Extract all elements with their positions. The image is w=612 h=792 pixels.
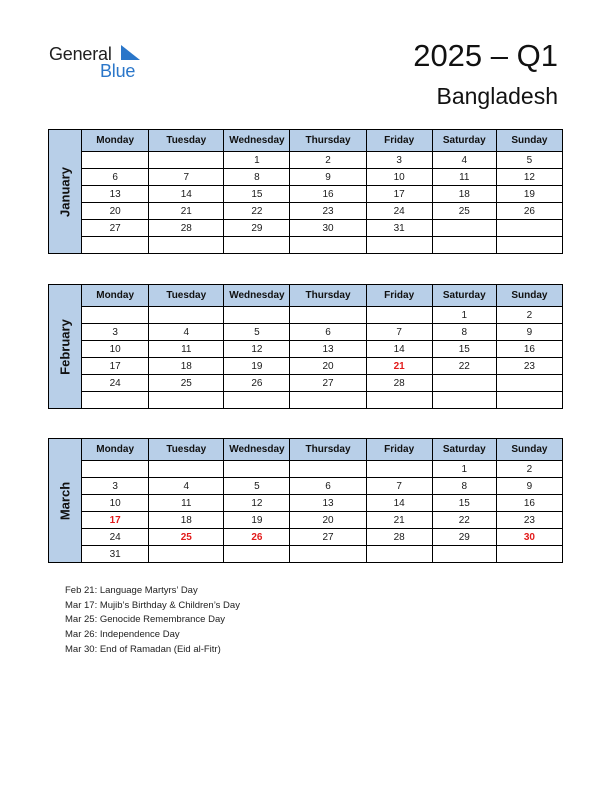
- day-cell: 14: [366, 341, 432, 358]
- day-cell: [290, 237, 366, 254]
- day-cell: 10: [82, 495, 149, 512]
- day-cell: [366, 461, 432, 478]
- day-cell: 11: [149, 341, 224, 358]
- day-cell: 21: [366, 512, 432, 529]
- week-row: [49, 220, 563, 237]
- day-cell: 16: [496, 341, 562, 358]
- day-cell: [82, 461, 149, 478]
- page-title: 2025 – Q1: [413, 38, 558, 73]
- day-cell: 11: [432, 169, 496, 186]
- weekday-header: Saturday: [432, 130, 496, 152]
- day-cell: 22: [432, 512, 496, 529]
- day-cell: [432, 375, 496, 392]
- day-cell: 28: [366, 529, 432, 546]
- holiday-item: Mar 17: Mujib’s Birthday & Children’s Day: [65, 599, 240, 611]
- day-cell: [290, 461, 366, 478]
- day-cell: [224, 546, 290, 563]
- day-cell: 4: [432, 152, 496, 169]
- day-cell: 29: [432, 529, 496, 546]
- day-cell: 25: [149, 529, 224, 546]
- day-cell: 24: [366, 203, 432, 220]
- week-row: [49, 324, 563, 341]
- day-cell: 3: [366, 152, 432, 169]
- day-cell: 16: [290, 186, 366, 203]
- day-cell: 24: [82, 375, 149, 392]
- weekday-header: Monday: [82, 285, 149, 307]
- weekday-header: Wednesday: [224, 439, 290, 461]
- week-row: [49, 307, 563, 324]
- week-row: [49, 237, 563, 254]
- day-cell: 16: [496, 495, 562, 512]
- day-cell: 18: [432, 186, 496, 203]
- day-cell: 25: [432, 203, 496, 220]
- day-cell: 30: [290, 220, 366, 237]
- day-cell: 8: [224, 169, 290, 186]
- day-cell: [149, 392, 224, 409]
- day-cell: [149, 237, 224, 254]
- month-name: March: [57, 481, 73, 520]
- day-cell: 25: [149, 375, 224, 392]
- holiday-list: [65, 584, 240, 657]
- day-cell: 26: [224, 375, 290, 392]
- weekday-header: Friday: [366, 130, 432, 152]
- day-cell: 31: [366, 220, 432, 237]
- day-cell: 11: [149, 495, 224, 512]
- day-cell: 10: [366, 169, 432, 186]
- day-cell: [149, 307, 224, 324]
- day-cell: [366, 307, 432, 324]
- day-cell: 3: [82, 324, 149, 341]
- day-cell: 18: [149, 358, 224, 375]
- day-cell: 14: [366, 495, 432, 512]
- day-cell: [82, 152, 149, 169]
- week-row: [49, 341, 563, 358]
- week-row: [49, 375, 563, 392]
- day-cell: 15: [432, 495, 496, 512]
- day-cell: 27: [82, 220, 149, 237]
- day-cell: [432, 546, 496, 563]
- day-cell: [432, 237, 496, 254]
- day-cell: 4: [149, 478, 224, 495]
- week-row: [49, 546, 563, 563]
- day-cell: [290, 307, 366, 324]
- week-row: [49, 152, 563, 169]
- weekday-header: Friday: [366, 285, 432, 307]
- logo-word-blue: Blue: [100, 61, 136, 81]
- day-cell: [496, 220, 562, 237]
- day-cell: 23: [290, 203, 366, 220]
- day-cell: 29: [224, 220, 290, 237]
- day-cell: 7: [366, 324, 432, 341]
- day-cell: 15: [432, 341, 496, 358]
- week-row: [49, 495, 563, 512]
- day-cell: 2: [496, 307, 562, 324]
- day-cell: 19: [224, 512, 290, 529]
- day-cell: 20: [290, 512, 366, 529]
- day-cell: [224, 392, 290, 409]
- month-label-cell: [49, 439, 82, 563]
- day-cell: 2: [496, 461, 562, 478]
- holiday-item: Feb 21: Language Martyrs’ Day: [65, 585, 198, 596]
- day-cell: 9: [496, 324, 562, 341]
- day-cell: [366, 546, 432, 563]
- day-cell: 17: [366, 186, 432, 203]
- week-row: [49, 529, 563, 546]
- day-cell: [149, 152, 224, 169]
- day-cell: [82, 307, 149, 324]
- day-cell: 20: [290, 358, 366, 375]
- day-cell: [149, 461, 224, 478]
- month-label-cell: [49, 130, 82, 254]
- weekday-header: Tuesday: [149, 130, 224, 152]
- week-row: [49, 512, 563, 529]
- weekday-header: Sunday: [496, 439, 562, 461]
- day-cell: 20: [82, 203, 149, 220]
- day-cell: [224, 461, 290, 478]
- weekday-header: Saturday: [432, 439, 496, 461]
- day-cell: 12: [496, 169, 562, 186]
- weekday-header: Wednesday: [224, 285, 290, 307]
- week-row: [49, 169, 563, 186]
- month-label-cell: [49, 285, 82, 409]
- week-row: [49, 461, 563, 478]
- weekday-header: Friday: [366, 439, 432, 461]
- holiday-item: Mar 30: End of Ramadan (Eid al-Fitr): [65, 643, 221, 655]
- weekday-header: Thursday: [290, 285, 366, 307]
- day-cell: 19: [496, 186, 562, 203]
- day-cell: [224, 307, 290, 324]
- week-row: [49, 358, 563, 375]
- day-cell: 1: [224, 152, 290, 169]
- day-cell: 21: [366, 358, 432, 375]
- day-cell: 18: [149, 512, 224, 529]
- day-cell: 31: [82, 546, 149, 563]
- day-cell: 28: [149, 220, 224, 237]
- day-cell: 5: [224, 324, 290, 341]
- day-cell: 4: [149, 324, 224, 341]
- weekday-header: Sunday: [496, 285, 562, 307]
- day-cell: [290, 546, 366, 563]
- week-row: [49, 478, 563, 495]
- day-cell: 12: [224, 495, 290, 512]
- week-row: [49, 392, 563, 409]
- day-cell: 10: [82, 341, 149, 358]
- day-cell: 8: [432, 478, 496, 495]
- day-cell: 27: [290, 375, 366, 392]
- day-cell: [82, 237, 149, 254]
- generalblue-logo: [49, 44, 149, 84]
- day-cell: 26: [224, 529, 290, 546]
- calendar-table: [48, 284, 563, 409]
- day-cell: [496, 392, 562, 409]
- day-cell: 23: [496, 512, 562, 529]
- month-calendar-january: [48, 129, 563, 254]
- day-cell: 9: [290, 169, 366, 186]
- holiday-item: Mar 26: Independence Day: [65, 629, 180, 641]
- month-calendar-february: [48, 284, 563, 409]
- day-cell: [366, 392, 432, 409]
- month-name: January: [57, 166, 73, 217]
- week-row: [49, 203, 563, 220]
- day-cell: 8: [432, 324, 496, 341]
- day-cell: 6: [290, 478, 366, 495]
- day-cell: 17: [82, 512, 149, 529]
- day-cell: 1: [432, 461, 496, 478]
- day-cell: [82, 392, 149, 409]
- day-cell: 6: [82, 169, 149, 186]
- day-cell: 9: [496, 478, 562, 495]
- day-cell: 6: [290, 324, 366, 341]
- day-cell: 12: [224, 341, 290, 358]
- logo-flag-icon: [121, 45, 141, 61]
- day-cell: 13: [290, 495, 366, 512]
- week-row: [49, 186, 563, 203]
- day-cell: 28: [366, 375, 432, 392]
- country-name: Bangladesh: [436, 83, 558, 109]
- day-cell: 7: [366, 478, 432, 495]
- day-cell: [496, 237, 562, 254]
- weekday-header: Saturday: [432, 285, 496, 307]
- day-cell: [496, 546, 562, 563]
- day-cell: 1: [432, 307, 496, 324]
- day-cell: [366, 237, 432, 254]
- day-cell: 5: [496, 152, 562, 169]
- day-cell: 22: [432, 358, 496, 375]
- day-cell: 17: [82, 358, 149, 375]
- day-cell: [224, 237, 290, 254]
- day-cell: 19: [224, 358, 290, 375]
- weekday-header: Thursday: [290, 439, 366, 461]
- day-cell: 7: [149, 169, 224, 186]
- holiday-item: Mar 25: Genocide Remembrance Day: [65, 614, 225, 626]
- day-cell: 13: [82, 186, 149, 203]
- day-cell: 2: [290, 152, 366, 169]
- calendar-table: [48, 438, 563, 563]
- day-cell: [432, 220, 496, 237]
- day-cell: 14: [149, 186, 224, 203]
- weekday-header: Wednesday: [224, 130, 290, 152]
- weekday-header: Tuesday: [149, 439, 224, 461]
- day-cell: [290, 392, 366, 409]
- weekday-header: Monday: [82, 439, 149, 461]
- day-cell: 13: [290, 341, 366, 358]
- day-cell: 24: [82, 529, 149, 546]
- day-cell: 5: [224, 478, 290, 495]
- weekday-header: Thursday: [290, 130, 366, 152]
- day-cell: [432, 392, 496, 409]
- day-cell: 3: [82, 478, 149, 495]
- day-cell: 23: [496, 358, 562, 375]
- weekday-header: Monday: [82, 130, 149, 152]
- weekday-header: Sunday: [496, 130, 562, 152]
- month-calendar-march: [48, 438, 563, 563]
- logo-word-general: General: [49, 44, 112, 64]
- day-cell: 21: [149, 203, 224, 220]
- day-cell: 15: [224, 186, 290, 203]
- month-name: February: [57, 318, 73, 375]
- day-cell: [149, 546, 224, 563]
- day-cell: 22: [224, 203, 290, 220]
- day-cell: [496, 375, 562, 392]
- day-cell: 27: [290, 529, 366, 546]
- day-cell: 30: [496, 529, 562, 546]
- day-cell: 26: [496, 203, 562, 220]
- calendar-table: [48, 129, 563, 254]
- weekday-header: Tuesday: [149, 285, 224, 307]
